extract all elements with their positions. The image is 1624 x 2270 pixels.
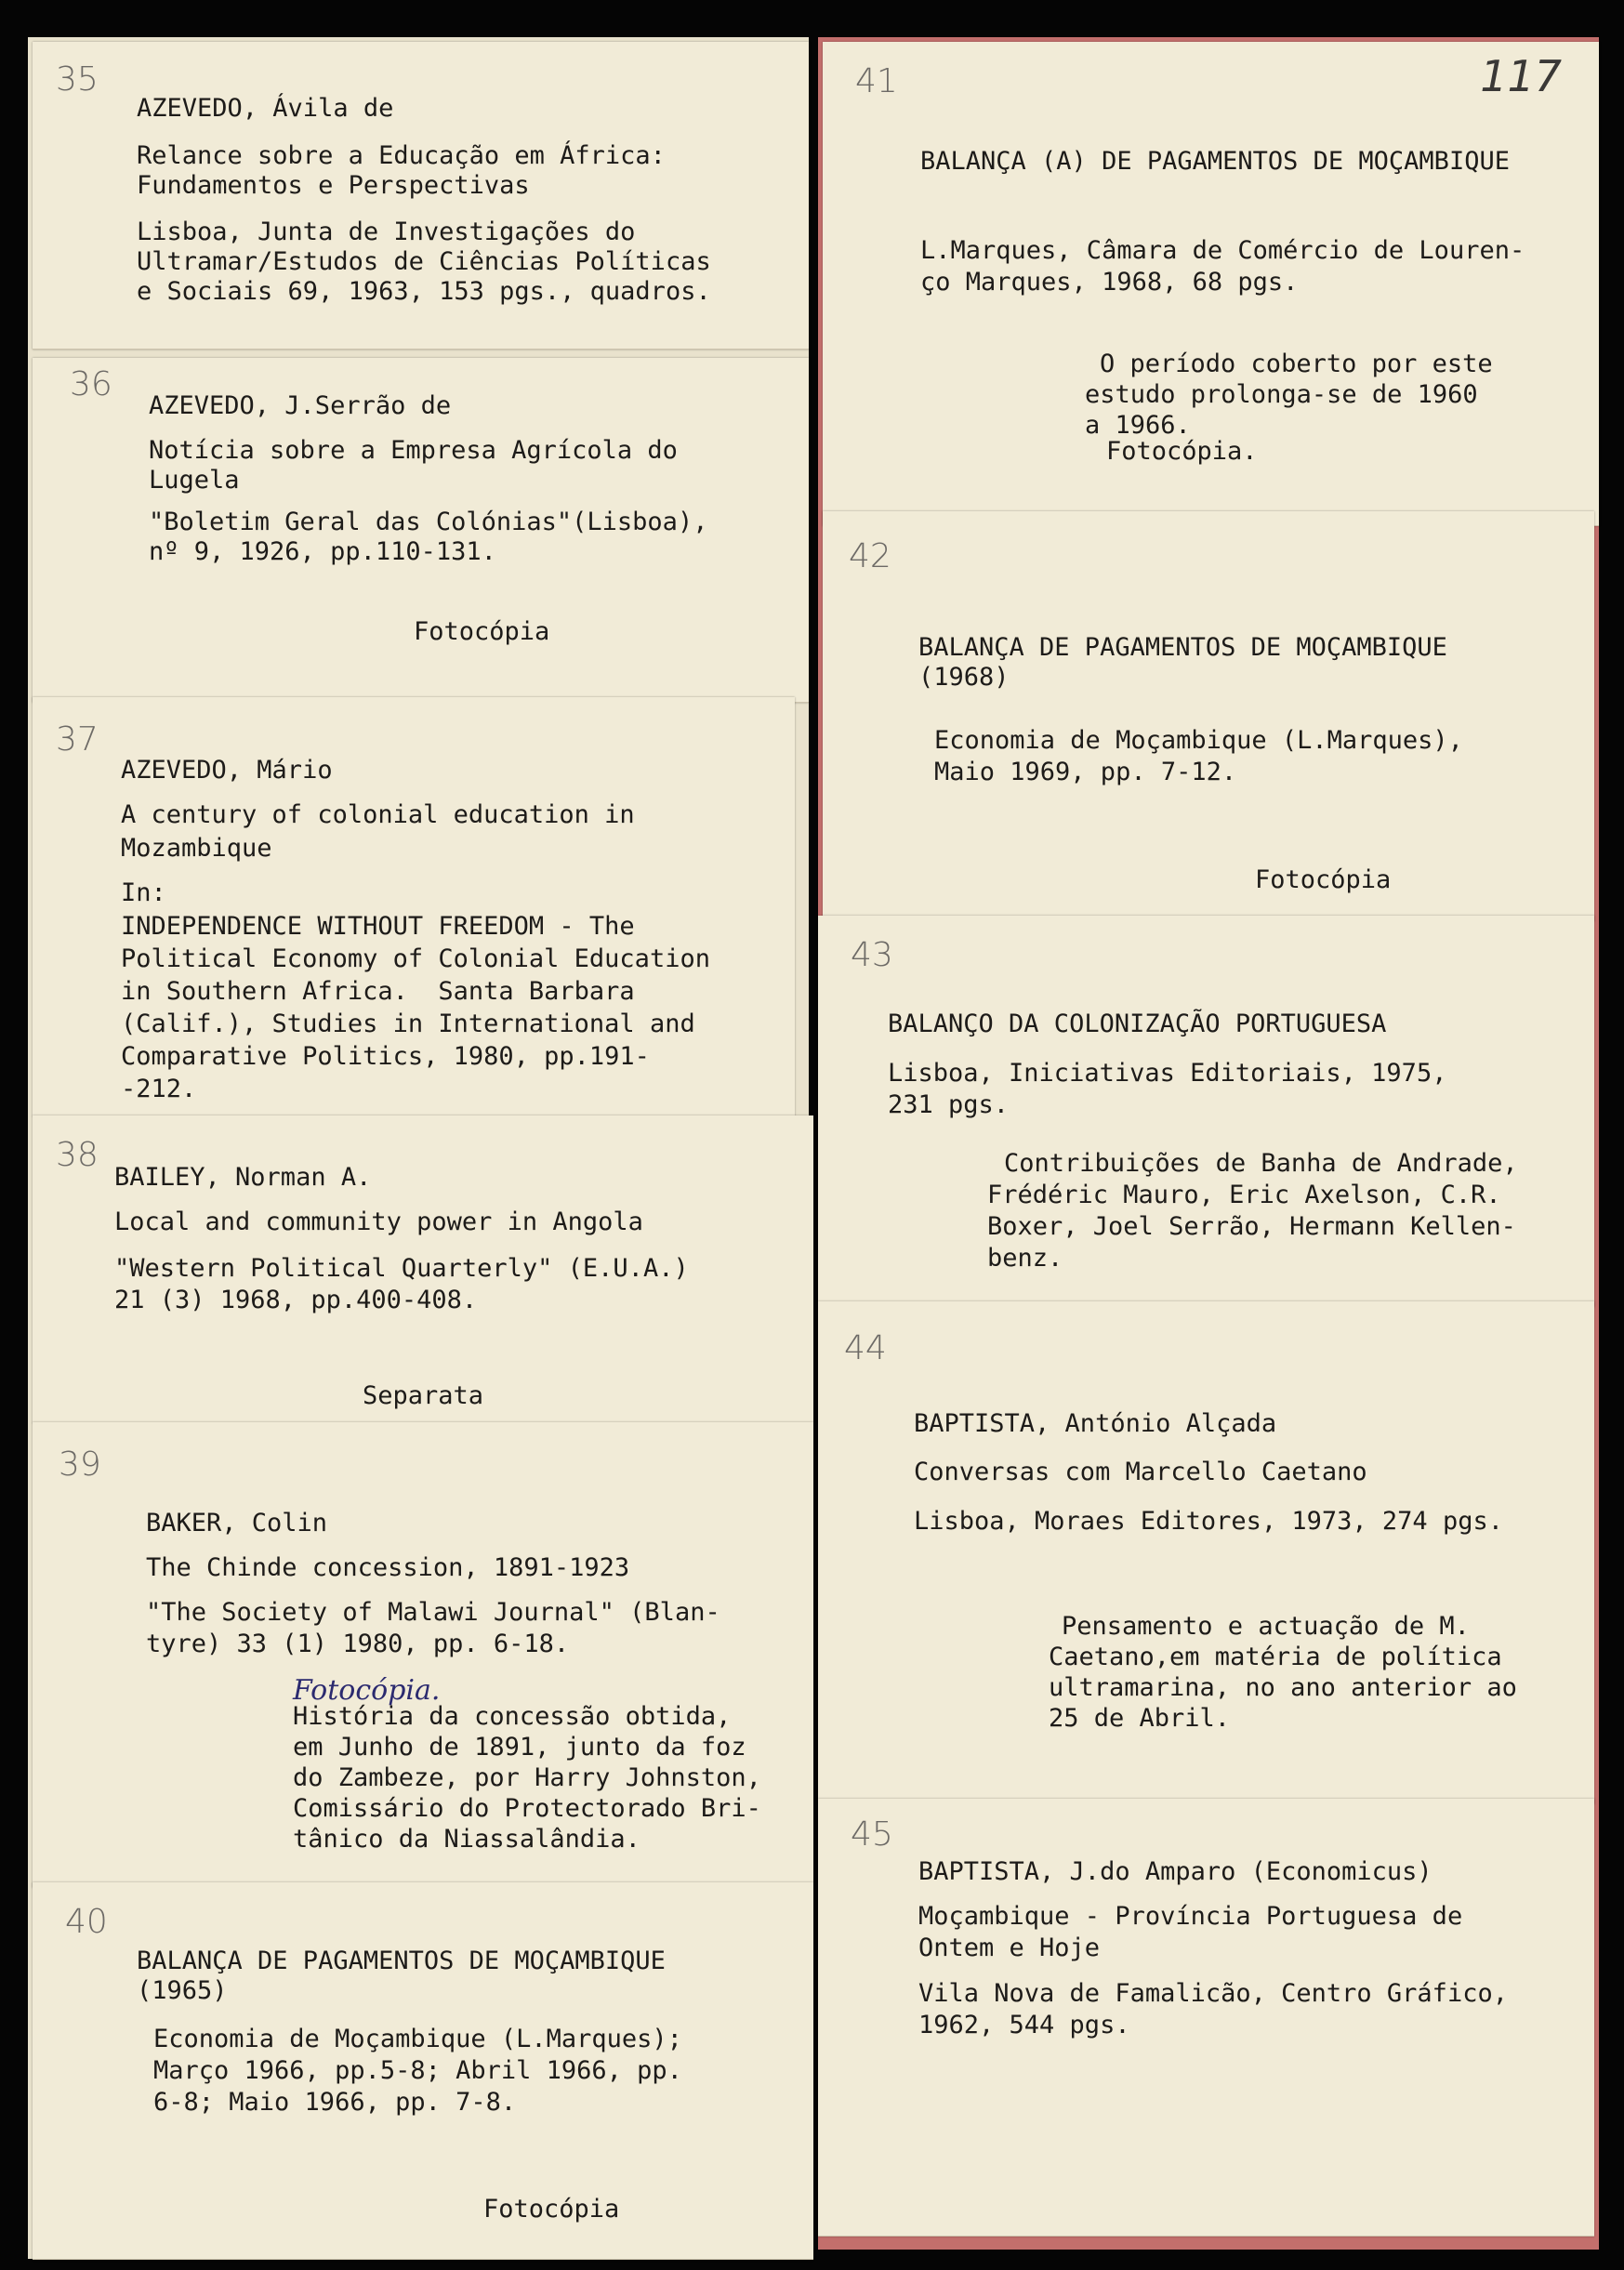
catalog-card-42: [823, 511, 1594, 921]
card-publication: 6-8; Maio 1966, pp. 7-8.: [153, 2088, 517, 2117]
card-author: AZEVEDO, J.Serrão de: [149, 391, 452, 420]
card-publication: Vila Nova de Famalicão, Centro Gráfico,: [918, 1979, 1508, 2008]
card-publication: 231 pgs.: [888, 1090, 1010, 1119]
card-publication: in Southern Africa. Santa Barbara: [121, 977, 635, 1006]
card-title: Ontem e Hoje: [918, 1933, 1101, 1962]
catalog-card-37: [33, 697, 795, 1116]
card-title: Moçambique - Província Portuguesa de: [918, 1902, 1463, 1931]
catalog-card-38: [33, 1115, 813, 1423]
card-note: Caetano,em matéria de política: [1049, 1643, 1502, 1671]
card-author: AZEVEDO, Ávila de: [137, 94, 394, 123]
card-publication: INDEPENDENCE WITHOUT FREEDOM - The: [121, 912, 635, 941]
card-number: 40: [65, 1903, 108, 1941]
card-author: BAPTISTA, António Alçada: [914, 1409, 1277, 1438]
card-title: Mozambique: [121, 834, 272, 863]
card-publication: Lisboa, Iniciativas Editoriais, 1975,: [888, 1059, 1447, 1088]
card-title: (1968): [918, 663, 1010, 692]
card-title: A century of colonial education in: [121, 800, 635, 829]
card-note: Fotocópia.: [1106, 437, 1258, 466]
card-note: Fotocópia: [1255, 865, 1392, 894]
card-note: Pensamento e actuação de M.: [1062, 1612, 1470, 1641]
card-number: 41: [855, 62, 898, 100]
card-author: AZEVEDO, Mário: [121, 756, 333, 785]
card-number: 39: [59, 1445, 101, 1484]
card-note: em Junho de 1891, junto da foz: [293, 1733, 746, 1762]
handwritten-note: Fotocópia.: [293, 1674, 441, 1707]
card-number: 36: [70, 365, 112, 403]
card-publication: Economia de Moçambique (L.Marques),: [934, 726, 1463, 755]
card-note: a 1966.: [1085, 411, 1191, 440]
card-publication: Lisboa, Junta de Investigações do: [137, 218, 636, 246]
card-note: Boxer, Joel Serrão, Hermann Kellen-: [987, 1212, 1516, 1241]
catalog-card-44: [818, 1301, 1594, 1804]
card-publication: tyre) 33 (1) 1980, pp. 6-18.: [146, 1630, 570, 1658]
card-note: tânico da Niassalândia.: [293, 1825, 640, 1854]
card-title: Lugela: [149, 466, 240, 495]
card-publication: 21 (3) 1968, pp.400-408.: [114, 1286, 478, 1314]
card-title: The Chinde concession, 1891-1923: [146, 1553, 630, 1582]
card-publication: "The Society of Malawi Journal" (Blan-: [146, 1598, 720, 1627]
card-note: Fotocópia: [414, 617, 550, 646]
card-publication: "Boletim Geral das Colónias"(Lisboa),: [149, 508, 708, 536]
card-note: Frédéric Mauro, Eric Axelson, C.R.: [987, 1181, 1501, 1209]
card-publication: In:: [121, 878, 166, 907]
card-number: 37: [56, 720, 99, 759]
catalog-card-36: [33, 358, 809, 703]
card-publication: e Sociais 69, 1963, 153 pgs., quadros.: [137, 277, 711, 306]
card-number: 38: [56, 1136, 99, 1174]
catalog-card-43: [818, 916, 1594, 1307]
card-note: O período coberto por este: [1100, 350, 1493, 378]
card-author: BALANÇA DE PAGAMENTOS DE MOÇAMBIQUE: [137, 1947, 666, 1975]
card-publication: Ultramar/Estudos de Ciências Políticas: [137, 247, 711, 276]
card-title: Relance sobre a Educação em África:: [137, 141, 666, 170]
card-note: benz.: [987, 1244, 1063, 1273]
card-author: BALANÇA DE PAGAMENTOS DE MOÇAMBIQUE: [918, 633, 1447, 662]
card-publication: Comparative Politics, 1980, pp.191-: [121, 1042, 650, 1071]
card-note: História da concessão obtida,: [293, 1702, 732, 1731]
card-title: Fundamentos e Perspectivas: [137, 171, 530, 200]
page-number: 117: [1480, 51, 1562, 101]
card-title: Conversas com Marcello Caetano: [914, 1458, 1367, 1486]
card-publication: Março 1966, pp.5-8; Abril 1966, pp.: [153, 2056, 682, 2085]
card-note: ultramarina, no ano anterior ao: [1049, 1673, 1517, 1702]
card-publication: "Western Political Quarterly" (E.U.A.): [114, 1254, 689, 1283]
card-publication: Maio 1969, pp. 7-12.: [934, 758, 1237, 786]
card-publication: Political Economy of Colonial Education: [121, 944, 710, 973]
card-note: 25 de Abril.: [1049, 1704, 1231, 1733]
card-publication: -212.: [121, 1075, 197, 1103]
card-author: BALANÇA (A) DE PAGAMENTOS DE MOÇAMBIQUE: [920, 147, 1510, 176]
card-title: Local and community power in Angola: [114, 1208, 643, 1236]
card-note: Fotocópia: [483, 2195, 620, 2224]
card-author: BAKER, Colin: [146, 1509, 328, 1538]
card-publication: Economia de Moçambique (L.Marques);: [153, 2025, 682, 2053]
card-publication: Lisboa, Moraes Editores, 1973, 274 pgs.: [914, 1507, 1503, 1536]
card-publication: nº 9, 1926, pp.110-131.: [149, 537, 496, 566]
card-publication: ço Marques, 1968, 68 pgs.: [920, 268, 1299, 297]
catalog-card-45: [818, 1799, 1594, 2237]
card-title: (1965): [137, 1976, 228, 2005]
card-note: Contribuições de Banha de Andrade,: [1004, 1149, 1518, 1178]
card-publication: 1962, 544 pgs.: [918, 2011, 1130, 2039]
card-number: 45: [851, 1815, 893, 1854]
card-number: 42: [849, 537, 891, 575]
catalog-card-39: [33, 1422, 813, 1888]
card-note: Separata: [363, 1381, 484, 1410]
catalog-card-40: [33, 1882, 813, 2260]
card-author: BAILEY, Norman A.: [114, 1163, 372, 1192]
card-number: 43: [851, 936, 893, 974]
card-publication: (Calif.), Studies in International and: [121, 1010, 695, 1038]
card-note: estudo prolonga-se de 1960: [1085, 380, 1478, 409]
catalog-card-35: [33, 42, 809, 350]
card-note: do Zambeze, por Harry Johnston,: [293, 1763, 761, 1792]
card-publication: L.Marques, Câmara de Comércio de Louren-: [920, 236, 1525, 265]
card-number: 35: [56, 60, 99, 99]
catalog-card-41: [823, 42, 1599, 526]
card-number: 44: [844, 1329, 887, 1367]
card-author: BALANÇO DA COLONIZAÇÃO PORTUGUESA: [888, 1010, 1387, 1038]
card-title: Notícia sobre a Empresa Agrícola do: [149, 436, 678, 465]
card-author: BAPTISTA, J.do Amparo (Economicus): [918, 1857, 1433, 1886]
card-note: Comissário do Protectorado Bri-: [293, 1794, 761, 1823]
